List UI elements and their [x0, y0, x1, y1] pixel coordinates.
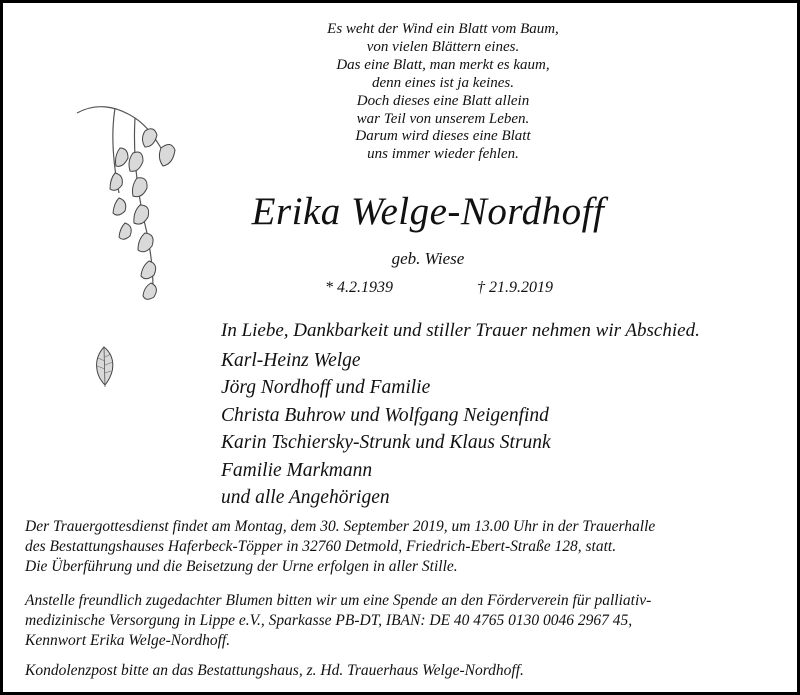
birth-name: geb. Wiese [391, 249, 465, 268]
mourner-item: Christa Buhrow und Wolfgang Neigenfind [221, 404, 549, 426]
single-leaf-illustration [89, 345, 119, 390]
death-date: † 21.9.2019 [477, 279, 553, 296]
mourners-list [221, 347, 551, 511]
mourner-item: Familie Markmann [221, 459, 373, 481]
donation-info-line: medizinische Versorgung in Lippe e.V., Sparkasse PB-DT, IBAN: DE 40 4765 0130 0046 2967 45, [25, 612, 633, 629]
service-info-line: des Bestattungshauses Haferbeck-Töpper in 32760 Detmold, Friedrich-Ebert-Straße 128, statt. [25, 538, 617, 555]
service-info-line: Die Überführung und die Beisetzung der Urne erfolgen in aller Stille. [25, 558, 458, 575]
mourner-item: Karin Tschiersky-Strunk und Klaus Strunk [221, 432, 551, 454]
mourner-item: Karl-Heinz Welge [221, 350, 361, 371]
donation-info [25, 591, 651, 651]
poem-line: denn eines ist ja keines. [371, 74, 515, 91]
poem-line: von vielen Blättern eines. [366, 38, 520, 55]
deceased-name: Erika Welge-Nordhoff [251, 190, 605, 233]
poem-line: war Teil von unserem Leben. [356, 110, 530, 127]
mourner-item: Jörg Nordhoff und Familie [221, 377, 431, 399]
poem-line: Doch dieses eine Blatt allein [356, 92, 530, 109]
service-info [25, 517, 655, 577]
condolence-info [25, 661, 524, 681]
birch-branch-illustration [75, 93, 185, 308]
poem-line: Es weht der Wind ein Blatt vom Baum, [327, 21, 559, 37]
poem-line: Darum wird dieses eine Blatt [355, 128, 531, 145]
farewell-text: In Liebe, Dankbarkeit und stiller Trauer nehmen wir Abschied. [221, 320, 700, 341]
service-info-line: Der Trauergottesdienst findet am Montag, dem 30. September 2019, um 13.00 Uhr in der Trauerhalle [25, 518, 656, 535]
donation-info-line: Kennwort Erika Welge-Nordhoff. [25, 632, 231, 649]
memorial-poem [253, 21, 633, 164]
donation-info-line: Anstelle freundlich zugedachter Blumen bitten wir um eine Spende an den Förderverein für palliativ- [25, 592, 652, 609]
poem-line: Das eine Blatt, man merkt es kaum, [336, 56, 550, 73]
birth-date: * 4.2.1939 [325, 279, 393, 296]
poem-line: uns immer wieder fehlen. [367, 146, 519, 163]
condolence-info-line: Kondolenzpost bitte an das Bestattungshaus, z. Hd. Trauerhaus Welge-Nordhoff. [25, 662, 524, 679]
mourner-item: und alle Angehörigen [221, 487, 390, 509]
